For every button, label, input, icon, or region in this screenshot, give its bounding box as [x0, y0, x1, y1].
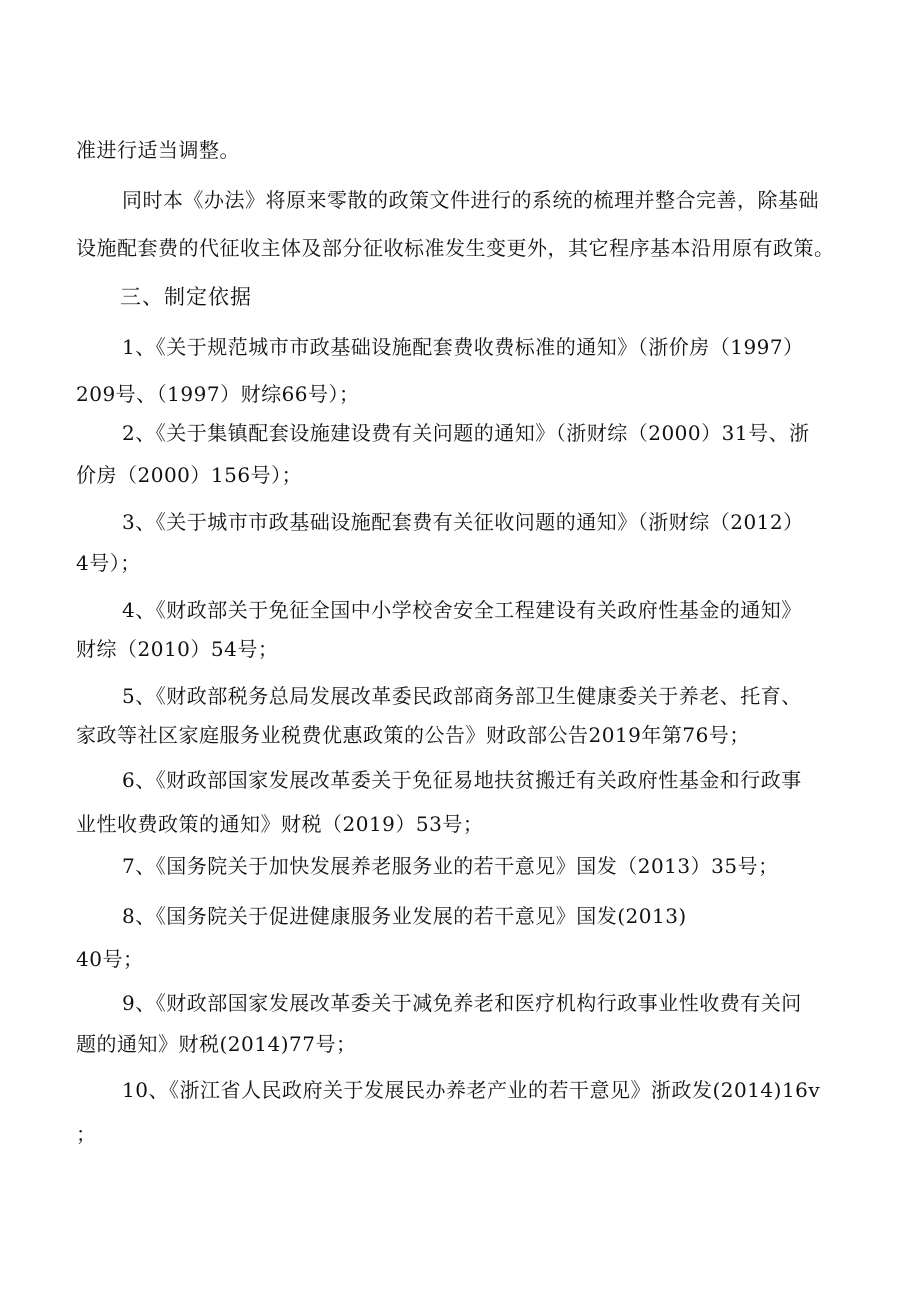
item-10-line-1: 10、《浙江省人民政府关于发展民办养老产业的若干意见》浙政发(2014)16v [122, 1078, 821, 1102]
item-3-line-2: 4号）； [76, 551, 141, 575]
item-2-line-1: 2、《关于集镇配套设施建设费有关问题的通知》（浙财综（2000）31号、浙 [122, 421, 810, 445]
item-2-line-2: 价房（2000）156号）； [76, 463, 303, 487]
item-1-line-2: 209号、（1997）财综66号）； [76, 382, 360, 406]
item-10-line-2: ； [76, 1122, 97, 1146]
item-5-line-1: 5、《财政部税务总局发展改革委民政部商务部卫生健康委关于养老、托育、 [122, 684, 802, 708]
item-8-line-1: 8、《国务院关于促进健康服务业发展的若干意见》国发(2013) [122, 904, 687, 928]
intro-line-3: 设施配套费的代征收主体及部分征收标准发生变更外，其它程序基本沿用原有政策。 [76, 236, 835, 260]
item-5-line-2: 家政等社区家庭服务业税费优惠政策的公告》财政部公告2019年第76号； [76, 723, 750, 747]
item-4-line-1: 4、《财政部关于免征全国中小学校舍安全工程建设有关政府性基金的通知》 [122, 598, 802, 622]
section-heading: 三、制定依据 [120, 285, 252, 309]
item-8-line-2: 40号； [76, 947, 144, 971]
item-4-line-2: 财综（2010）54号； [76, 637, 279, 661]
intro-line-2: 同时本《办法》将原来零散的政策文件进行的系统的梳理并整合完善，除基础 [122, 188, 819, 212]
item-6-line-1: 6、《财政部国家发展改革委关于免征易地扶贫搬迁有关政府性基金和行政事 [122, 768, 802, 792]
item-6-line-2: 业性收费政策的通知》财税（2019）53号； [76, 812, 484, 836]
item-1-line-1: 1、《关于规范城市市政基础设施配套费收费标准的通知》（浙价房（1997） [122, 335, 804, 359]
item-9-line-2: 题的通知》财税(2014)77号； [76, 1032, 357, 1056]
item-9-line-1: 9、《财政部国家发展改革委关于减免养老和医疗机构行政事业性收费有关问 [122, 991, 802, 1015]
intro-line-1: 准进行适当调整。 [76, 138, 240, 162]
item-3-line-1: 3、《关于城市市政基础设施配套费有关征收问题的通知》（浙财综（2012） [122, 510, 804, 534]
item-7-line-1: 7、《国务院关于加快发展养老服务业的若干意见》国发（2013）35号； [122, 854, 779, 878]
